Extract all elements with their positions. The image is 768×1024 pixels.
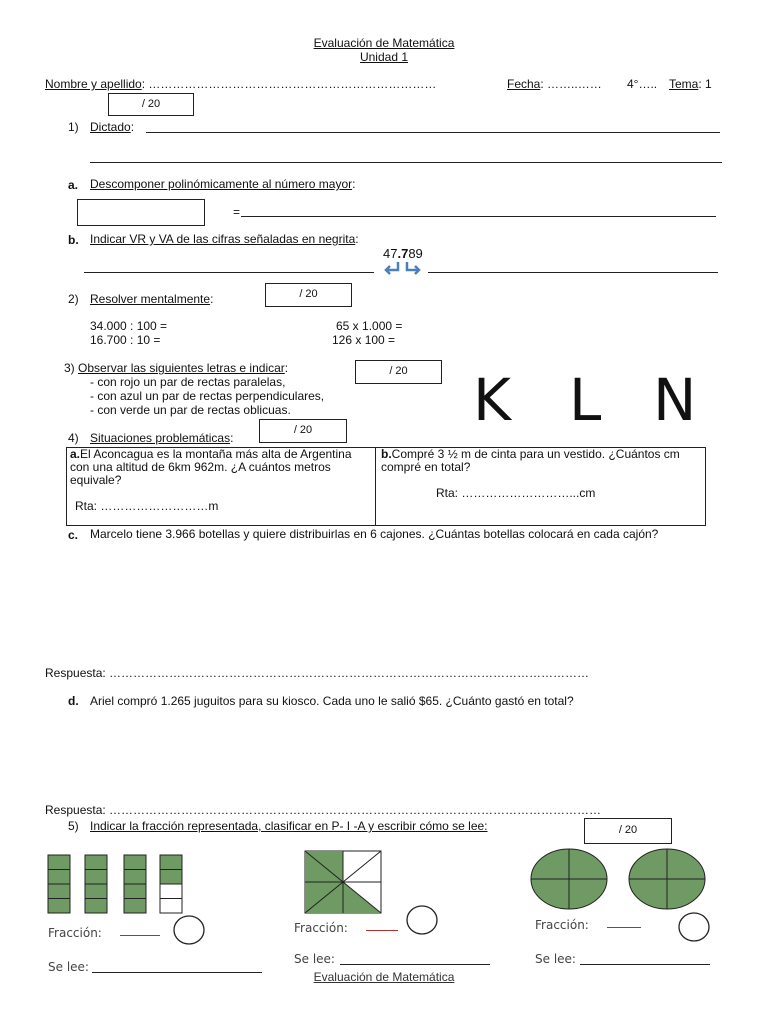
page-title: Evaluación de Matemática bbox=[313, 36, 455, 50]
fraction-bars-figure bbox=[48, 855, 188, 915]
item-b-heading: Indicar VR y VA de las cifras señaladas en negrita: bbox=[90, 232, 359, 246]
date-field[interactable]: Fecha: ……..…… bbox=[507, 77, 602, 91]
equals-sign: = bbox=[233, 205, 241, 219]
fraction-square-figure bbox=[304, 850, 382, 914]
classification-circle-1[interactable] bbox=[173, 915, 205, 945]
fraction-answer-line-2[interactable] bbox=[366, 930, 398, 931]
page-subtitle: Unidad 1 bbox=[359, 50, 409, 64]
instruction-oblique: - con verde un par de rectas oblicuas. bbox=[90, 403, 291, 417]
vr-answer-line[interactable] bbox=[84, 272, 374, 273]
operation-2: 16.700 : 10 = bbox=[90, 333, 161, 347]
highlighted-number: 47.789 bbox=[383, 246, 423, 261]
problem-b-answer[interactable]: Rta: ………………………...cm bbox=[436, 486, 596, 500]
problem-d-text: Ariel compró 1.265 juguitos para su kiosco. Cada uno le salió $65. ¿Cuánto gastó en total? bbox=[90, 694, 574, 708]
problem-c-letter: c. bbox=[68, 528, 79, 542]
score-box-dictado[interactable]: / 20 bbox=[108, 93, 194, 116]
read-label-2: Se lee: bbox=[294, 952, 335, 966]
problem-b-text: b.Compré 3 ½ m de cinta para un vestido. ¿Cuántos cm compré en total? bbox=[381, 447, 680, 474]
fraction-circles-figure bbox=[530, 848, 710, 912]
problems-heading: Situaciones problemáticas: bbox=[90, 431, 234, 445]
operation-3: 65 x 1.000 = bbox=[336, 319, 403, 333]
item-b-letter: b. bbox=[68, 233, 79, 247]
operation-4: 126 x 100 = bbox=[332, 333, 396, 347]
footer-title-cutoff: Evaluación de Matemática bbox=[313, 970, 455, 984]
item-a-heading: Descomponer polinómicamente al número mayor: bbox=[90, 177, 356, 191]
fraction-label-3: Fracción: bbox=[535, 918, 589, 932]
fractions-heading: Indicar la fracción representada, clasificar en P- I -A y escribir cómo se lee: bbox=[90, 819, 488, 833]
problem-d-letter: d. bbox=[68, 694, 79, 708]
fraction-label-1: Fracción: bbox=[48, 926, 102, 940]
grade-field: 4°….. bbox=[627, 77, 658, 91]
student-info-line bbox=[45, 77, 436, 91]
letter-n[interactable]: N bbox=[653, 366, 697, 434]
problem-c-answer[interactable]: Respuesta: ………………………………………………………………………………………………………… bbox=[45, 666, 590, 680]
dictado-line-2[interactable] bbox=[90, 162, 722, 163]
section-5-number: 5) bbox=[68, 819, 79, 833]
operation-1: 34.000 : 100 = bbox=[90, 319, 168, 333]
score-box-lines[interactable]: / 20 bbox=[355, 360, 442, 384]
tema-field: Tema: 1 bbox=[669, 77, 712, 91]
name-label: Nombre y apellido bbox=[45, 77, 142, 91]
instruction-perpendicular: - con azul un par de rectas perpendiculares, bbox=[90, 389, 325, 403]
section-1-number: 1) bbox=[68, 120, 79, 134]
dictado-line-1[interactable] bbox=[146, 132, 720, 133]
fraction-answer-line-3[interactable] bbox=[607, 927, 641, 928]
instruction-parallel: - con rojo un par de rectas paralelas, bbox=[90, 375, 286, 389]
score-box-problems[interactable]: / 20 bbox=[259, 419, 347, 443]
letter-l[interactable]: L bbox=[569, 366, 602, 434]
table-divider bbox=[375, 447, 376, 525]
item-a-letter: a. bbox=[68, 178, 79, 192]
problem-a-text: a.El Aconcagua es la montaña más alta de Argentina con una altitud de 6km 962m. ¿A cuántos metros equivale? bbox=[70, 447, 352, 487]
mental-math-heading: Resolver mentalmente: bbox=[90, 292, 214, 306]
arrow-left-icon bbox=[384, 261, 404, 277]
read-label-3: Se lee: bbox=[535, 952, 576, 966]
fraction-answer-line-1[interactable] bbox=[120, 935, 160, 936]
decomposition-line[interactable] bbox=[241, 216, 716, 217]
score-box-fractions[interactable]: / 20 bbox=[584, 818, 672, 844]
read-answer-line-2[interactable] bbox=[340, 964, 490, 965]
va-answer-line[interactable] bbox=[428, 272, 718, 273]
problem-c-text: Marcelo tiene 3.966 botellas y quiere distribuirlas en 6 cajones. ¿Cuántas botellas colocará en cada cajón? bbox=[90, 527, 659, 541]
classification-circle-3[interactable] bbox=[678, 912, 710, 942]
arrow-right-icon bbox=[403, 261, 423, 277]
read-label-1: Se lee: bbox=[48, 960, 89, 974]
number-answer-box[interactable] bbox=[77, 199, 205, 226]
letter-k[interactable]: K bbox=[473, 366, 512, 434]
section-3-heading: 3) Observar las siguientes letras e indicar: bbox=[64, 361, 289, 375]
read-answer-line-3[interactable] bbox=[580, 964, 710, 965]
dictado-heading: Dictado: bbox=[90, 120, 135, 134]
problem-d-answer[interactable]: Respuesta: …………………………………………………………………………………………………………… bbox=[45, 803, 602, 817]
section-4-number: 4) bbox=[68, 431, 79, 445]
section-2-number: 2) bbox=[68, 292, 79, 306]
name-field[interactable]: : ……………………………………………………………… bbox=[141, 77, 437, 91]
fraction-label-2: Fracción: bbox=[294, 921, 348, 935]
problem-a-answer[interactable]: Rta: ………………………m bbox=[75, 499, 219, 513]
date-label: Fecha bbox=[507, 77, 541, 91]
score-box-mental[interactable]: / 20 bbox=[265, 283, 352, 307]
classification-circle-2[interactable] bbox=[406, 905, 438, 935]
